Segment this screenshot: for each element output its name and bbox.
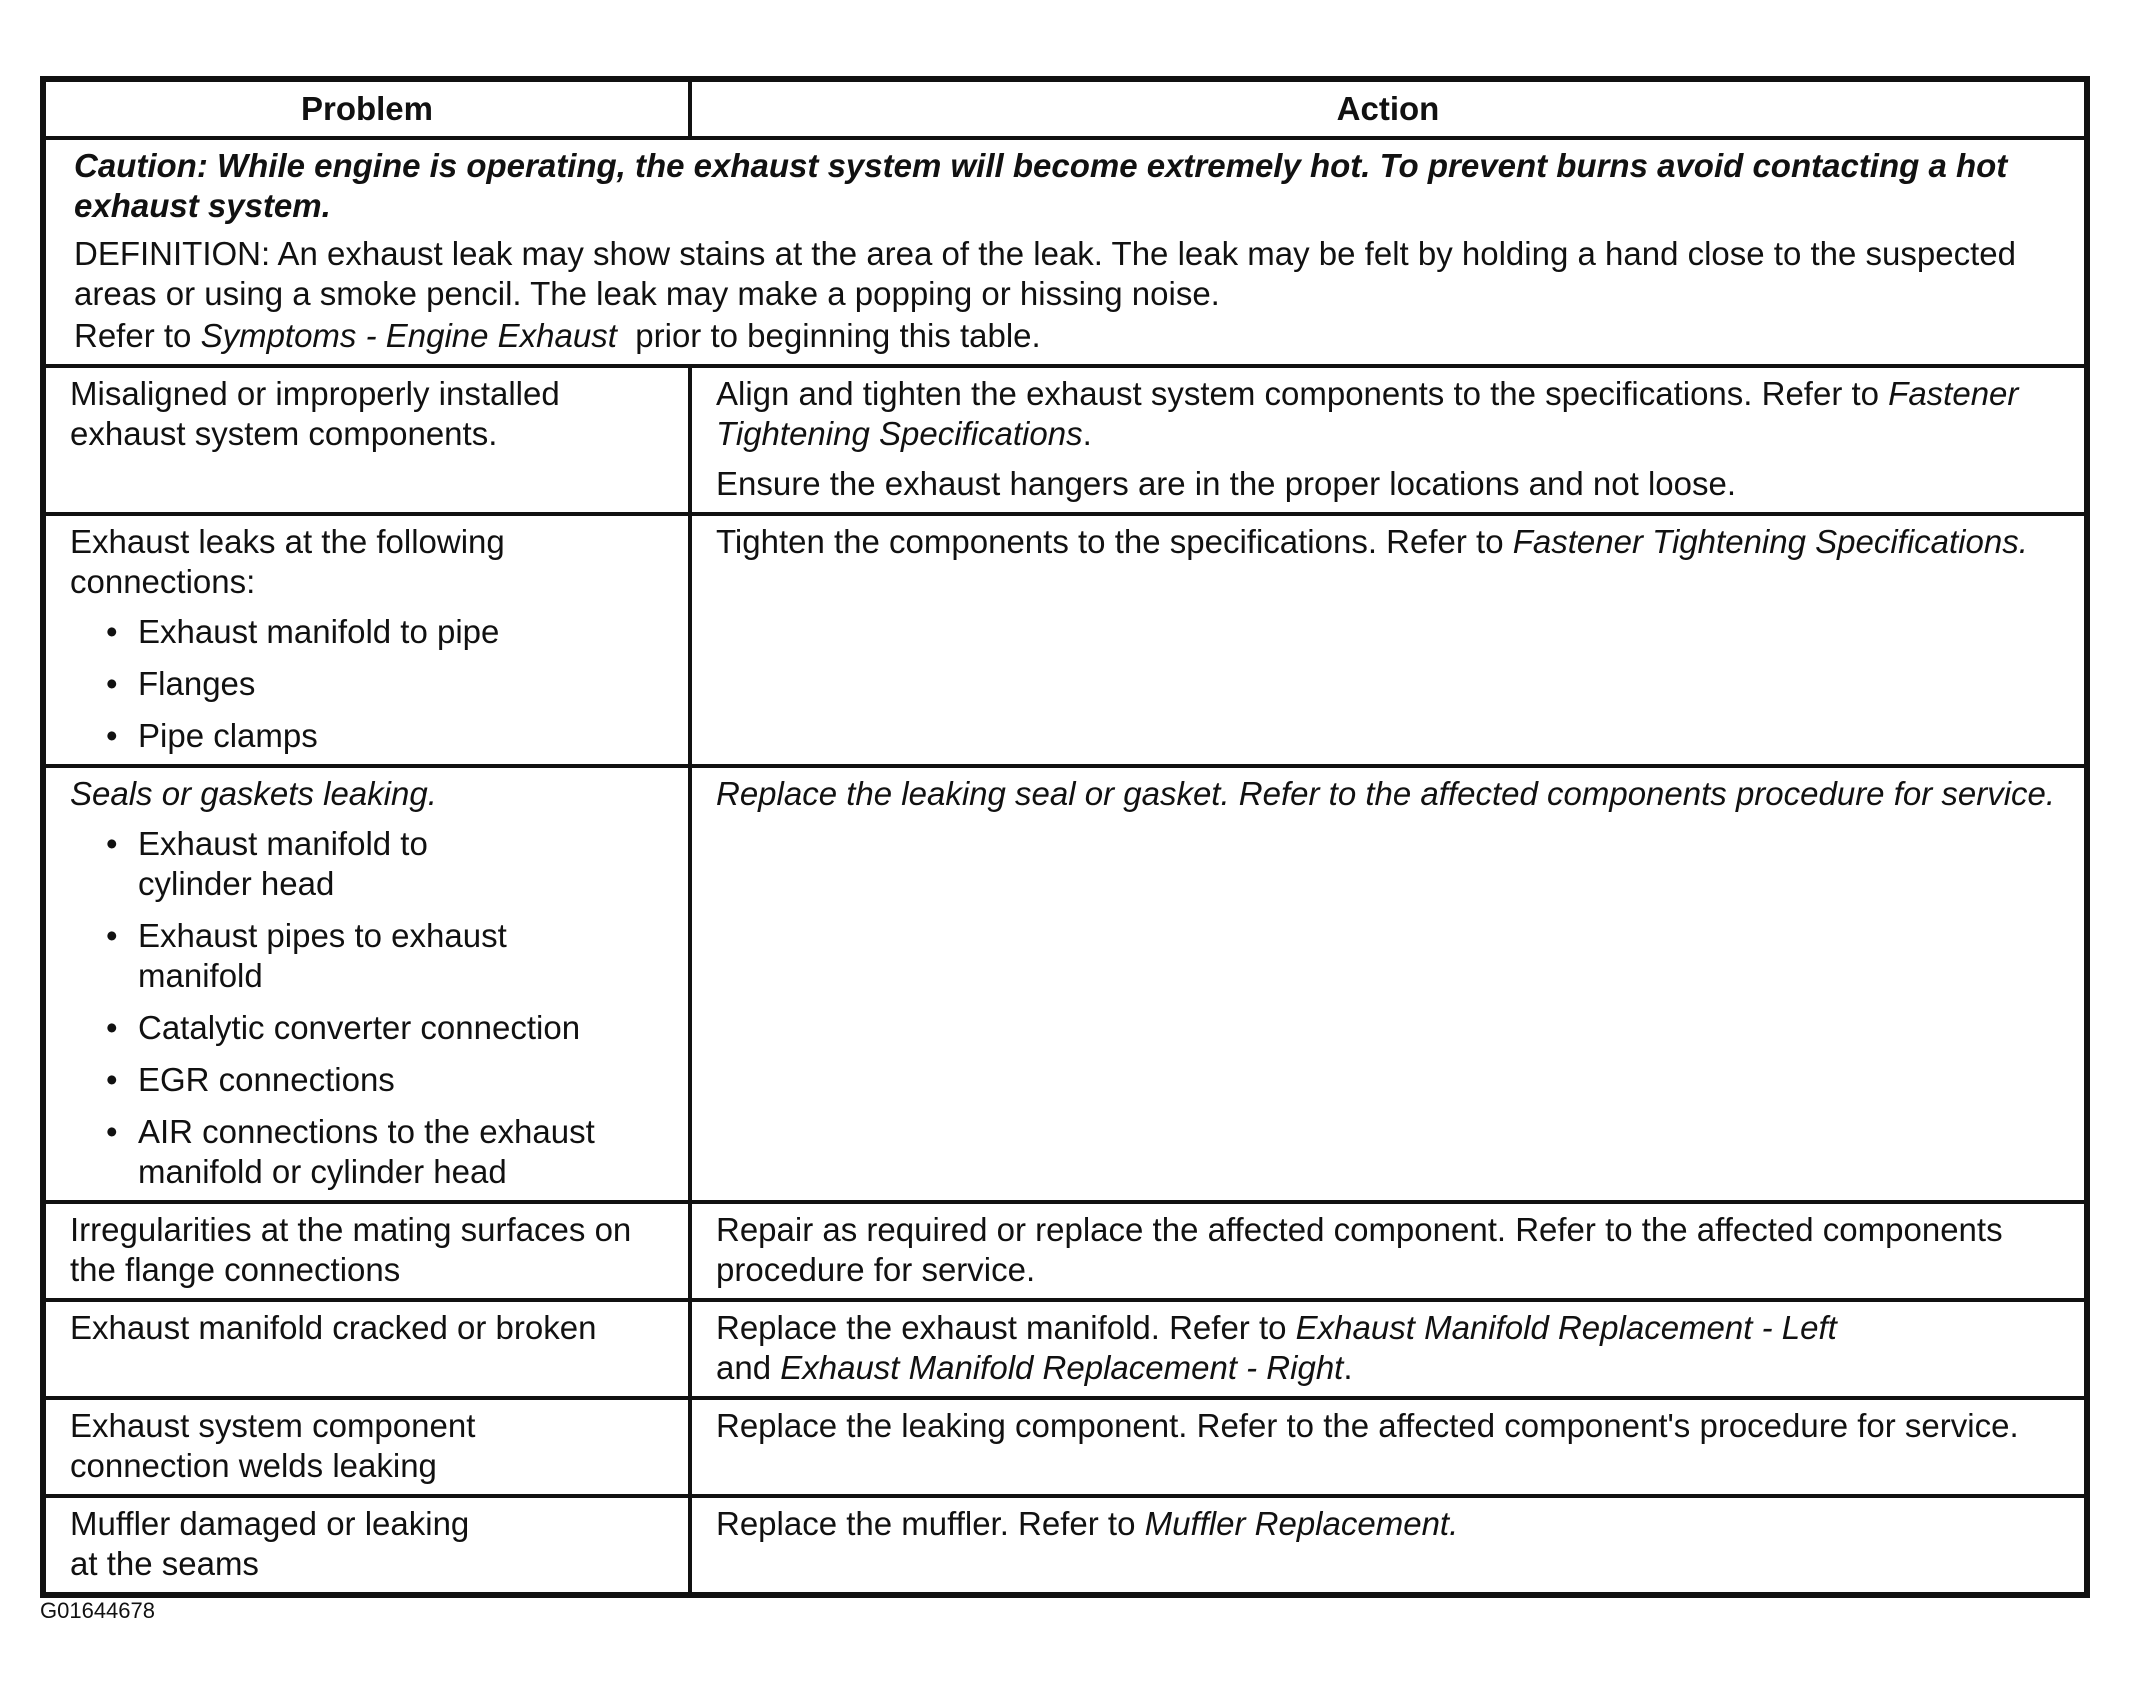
refer-prefix: Refer to bbox=[74, 317, 192, 354]
action-link-manifold-left[interactable]: Exhaust Manifold Replacement - Left bbox=[1295, 1309, 1837, 1346]
header-action: Action bbox=[1336, 90, 1440, 127]
table-row bbox=[46, 764, 2084, 1200]
action-link-muffler-replacement[interactable]: Muffler Replacement. bbox=[1144, 1505, 1459, 1542]
exhaust-leak-table bbox=[40, 76, 2090, 1598]
problem-text: Exhaust leaks at the following connections: bbox=[70, 523, 505, 600]
action-cell bbox=[692, 768, 2084, 1200]
action-text bbox=[716, 374, 2060, 454]
problem-cell bbox=[46, 1400, 692, 1494]
list-item: • Exhaust manifold to pipe bbox=[106, 612, 664, 652]
intro-row bbox=[46, 136, 2084, 364]
problem-cell bbox=[46, 1302, 692, 1396]
refer-link-symptoms[interactable]: Symptoms - Engine Exhaust bbox=[200, 317, 617, 354]
action-text-part: Replace the muffler. Refer to bbox=[716, 1505, 1136, 1542]
list-item: • Exhaust manifold to cylinder head bbox=[106, 824, 664, 904]
table-header-row bbox=[46, 82, 2084, 136]
table-row bbox=[46, 364, 2084, 512]
action-text-part: Tighten the components to the specifications. Refer to bbox=[716, 523, 1504, 560]
list-item: • AIR connections to the exhaust manifold or cylinder head bbox=[106, 1112, 664, 1192]
action-cell bbox=[692, 368, 2084, 512]
action-text-and: and bbox=[716, 1349, 772, 1386]
action-text-end: . bbox=[1343, 1349, 1353, 1386]
problem-cell bbox=[46, 768, 692, 1200]
header-problem: Problem bbox=[46, 82, 692, 136]
action-link-fastener-specs[interactable]: Fastener Tightening Specifications. bbox=[1512, 523, 2028, 560]
list-item: • Pipe clamps bbox=[106, 716, 664, 756]
action-link-fastener-specs[interactable]: Fastener Tightening Specifications bbox=[716, 375, 2019, 452]
list-item: • Catalytic converter connection bbox=[106, 1008, 664, 1048]
problem-cell bbox=[46, 1204, 692, 1298]
definition-text: DEFINITION: An exhaust leak may show stains at the area of the leak. The leak may be felt by holding a hand close to the suspected areas or using a smoke pencil. The leak may make a popping or hissing noise. bbox=[74, 235, 2016, 312]
problem-text: Irregularities at the mating surfaces on the flange connections bbox=[70, 1211, 632, 1288]
action-text bbox=[716, 522, 2060, 562]
problem-cell bbox=[46, 368, 692, 512]
refer-line bbox=[74, 316, 2056, 356]
action-cell bbox=[692, 1204, 2084, 1298]
table-row bbox=[46, 1298, 2084, 1396]
table-row bbox=[46, 512, 2084, 764]
action-text: Replace the leaking seal or gasket. Refer to the affected components procedure for service. bbox=[716, 775, 2056, 812]
action-cell bbox=[692, 516, 2084, 764]
problem-cell bbox=[46, 1498, 692, 1592]
action-text-2: Ensure the exhaust hangers are in the proper locations and not loose. bbox=[716, 465, 1737, 502]
action-cell bbox=[692, 1302, 2084, 1396]
action-text bbox=[716, 1308, 2060, 1388]
action-text bbox=[716, 1504, 2060, 1544]
table-row bbox=[46, 1396, 2084, 1494]
refer-suffix: prior to beginning this table. bbox=[635, 317, 1041, 354]
problem-bullet-list bbox=[70, 612, 664, 756]
problem-text: Seals or gaskets leaking. bbox=[70, 775, 437, 812]
problem-text: Misaligned or improperly installed exhaust system components. bbox=[70, 375, 560, 452]
caution-text: Caution: While engine is operating, the exhaust system will become extremely hot. To prevent burns avoid contacting a hot exhaust system. bbox=[74, 147, 2008, 224]
action-text-part: Replace the exhaust manifold. Refer to bbox=[716, 1309, 1287, 1346]
action-text: Replace the leaking component. Refer to the affected component's procedure for service. bbox=[716, 1407, 2019, 1444]
action-link-manifold-right[interactable]: Exhaust Manifold Replacement - Right bbox=[780, 1349, 1344, 1386]
list-item: • EGR connections bbox=[106, 1060, 664, 1100]
problem-text: Exhaust manifold cracked or broken bbox=[70, 1309, 597, 1346]
problem-text: Exhaust system component connection welds leaking bbox=[70, 1407, 476, 1484]
table-row bbox=[46, 1494, 2084, 1592]
list-item: • Flanges bbox=[106, 664, 664, 704]
problem-text: Muffler damaged or leaking at the seams bbox=[70, 1505, 470, 1582]
action-text-end: . bbox=[1082, 415, 1092, 452]
action-cell bbox=[692, 1498, 2084, 1592]
table-row bbox=[46, 1200, 2084, 1298]
list-item: • Exhaust pipes to exhaust manifold bbox=[106, 916, 664, 996]
action-text: Repair as required or replace the affected component. Refer to the affected components procedure for service. bbox=[716, 1211, 2003, 1288]
problem-cell bbox=[46, 516, 692, 764]
action-text-part: Align and tighten the exhaust system components to the specifications. Refer to bbox=[716, 375, 1879, 412]
action-cell bbox=[692, 1400, 2084, 1494]
problem-bullet-list bbox=[70, 824, 664, 1192]
figure-id: G01644678 bbox=[40, 1598, 155, 1623]
